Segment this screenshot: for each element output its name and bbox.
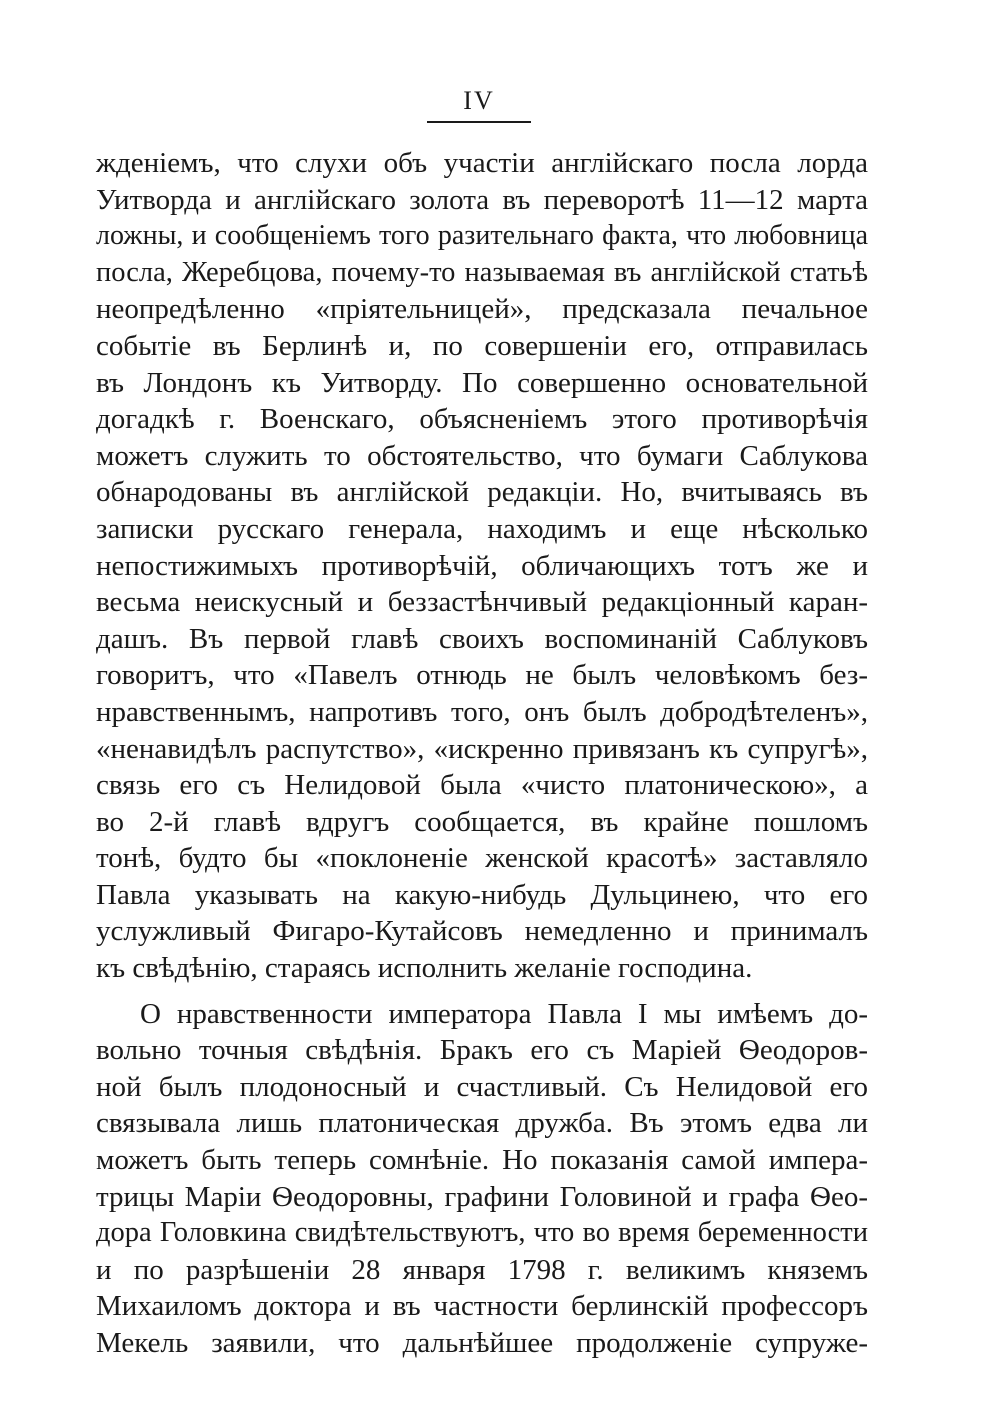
text-line: Павла указывать на какую-нибудь Дульцинею, что его [96, 878, 868, 911]
text-line: «ненавидѣлъ распутство», «искренно привязанъ къ супругѣ», [96, 732, 868, 765]
text-line: ной былъ плодоносный и счастливый. Съ Нелидовой его [96, 1070, 868, 1103]
text-line: жденіемъ, что слухи объ участіи англійскаго посла лорда [96, 147, 868, 179]
text-line: дора Головкина свидѣтельствуютъ, что во время беременности [96, 1217, 868, 1249]
text-line: догадкѣ г. Военскаго, объясненіемъ этого противорѣчія [96, 403, 868, 436]
page-number: IV [463, 86, 495, 115]
paragraph-gap [96, 987, 868, 996]
text-line: дашъ. Въ первой главѣ своихъ воспоминаній Саблуковъ [96, 622, 868, 655]
text-line: и по разрѣшеніи 28 января 1798 г. великимъ княземъ [96, 1253, 868, 1286]
text-line: Мекель заявили, что дальнѣйшее продолженіе супруже- [96, 1327, 868, 1359]
text-line: связывала лишь платоническая дружба. Въ этомъ едва ли [96, 1107, 868, 1140]
text-line: трицы Маріи Ѳеодоровны, графини Головиной и графа Ѳео- [96, 1180, 868, 1213]
paragraph-1 [96, 145, 868, 987]
text-line: весьма неискусный и беззастѣнчивый редакціонный каран- [96, 586, 868, 619]
text-line: ложны, и сообщеніемъ того разительнаго факта, что любовница [96, 220, 868, 252]
text-line: къ свѣдѣнію, стараясь исполнить желаніе господина. [96, 952, 753, 985]
text-line: Михаиломъ доктора и въ частности берлинскій профессоръ [96, 1290, 868, 1323]
text-line: О нравственности императора Павла I мы имѣемъ до- [140, 997, 868, 1030]
text-line: можетъ служить то обстоятельство, что бумаги Саблукова [96, 439, 868, 472]
text-line: обнародованы въ англійской редакціи. Но, вчитываясь въ [96, 476, 868, 509]
text-line: непостижимыхъ противорѣчій, обличающихъ тотъ же и [96, 549, 868, 582]
body-text [96, 145, 868, 1362]
paragraph-2 [96, 996, 868, 1362]
text-line: вольно точныя свѣдѣнія. Бракъ его съ Маріей Ѳеодоров- [96, 1034, 868, 1067]
text-line: можетъ быть теперь сомнѣніе. Но показанія самой импера- [96, 1144, 868, 1177]
text-line: услужливый Фигаро-Кутайсовъ немедленно и принималъ [96, 915, 868, 948]
header-rule [427, 121, 531, 123]
text-line: записки русскаго генерала, находимъ и еще нѣсколько [96, 512, 868, 545]
text-line: связь его съ Нелидовой была «чисто платоническою», а [96, 769, 868, 802]
text-line: событіе въ Берлинѣ и, по совершеніи его, отправилась [96, 329, 868, 362]
text-line: во 2-й главѣ вдругъ сообщается, въ крайне пошломъ [96, 805, 868, 838]
text-line: неопредѣленно «пріятельницей», предсказала печальное [96, 293, 868, 326]
text-line: Уитворда и англійскаго золота въ переворотѣ 11—12 марта [96, 183, 868, 216]
text-line: говоритъ, что «Павелъ отнюдь не былъ человѣкомъ без- [96, 659, 868, 692]
text-line: посла, Жеребцова, почему-то называемая въ англійской статьѣ [96, 256, 868, 288]
text-line: тонѣ, будто бы «поклоненіе женской красотѣ» заставляло [96, 842, 868, 875]
text-line: въ Лондонъ къ Уитворду. По совершенно основательной [96, 366, 868, 399]
text-line: нравственнымъ, напротивъ того, онъ былъ добродѣтеленъ», [96, 695, 868, 728]
